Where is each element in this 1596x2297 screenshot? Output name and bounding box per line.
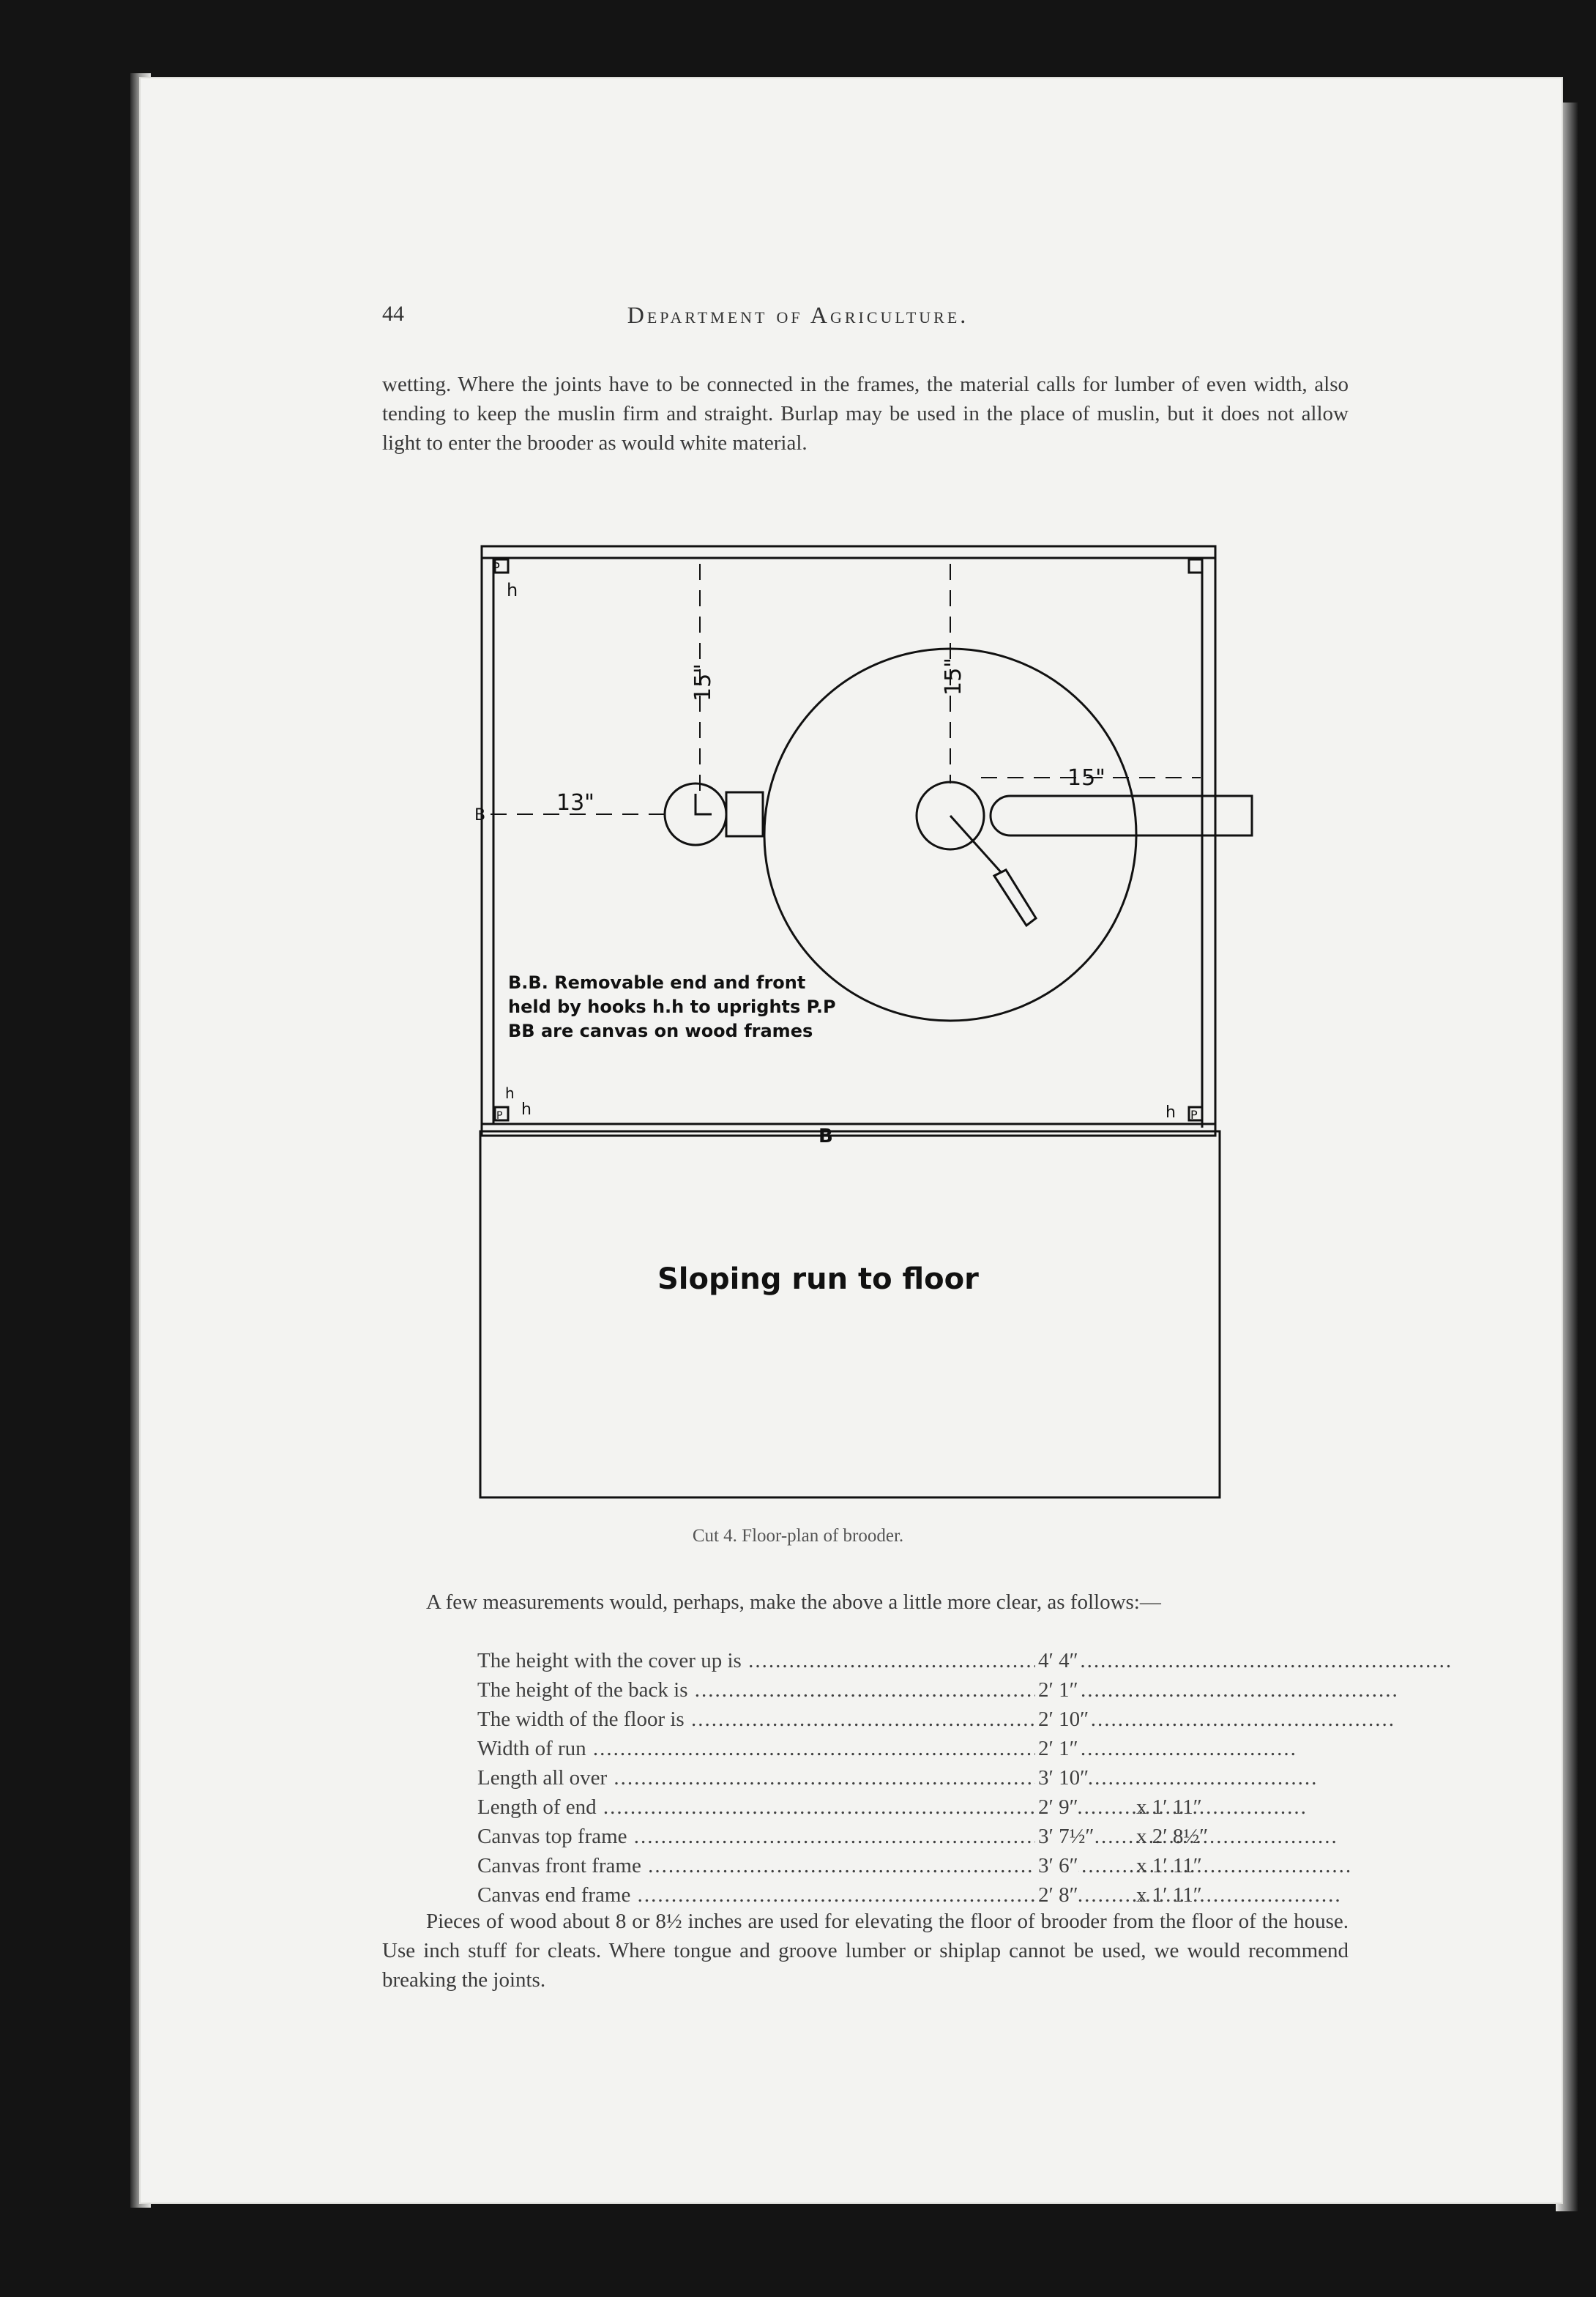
figure-caption: Cut 4. Floor-plan of brooder. xyxy=(692,1526,904,1546)
figure-note-line-1: B.B. Removable end and front xyxy=(508,972,806,993)
measurement-label: Canvas top frame ..... xyxy=(477,1822,1034,1851)
measurement-label: Canvas front frame ..... xyxy=(477,1851,1034,1880)
label-b-left: B xyxy=(474,806,486,824)
measurement-value: 2′ 1″ xyxy=(1035,1675,1078,1705)
measurement-value: 3′ 7½″ xyxy=(1035,1822,1094,1851)
measurement-label: The height of the back is ..... xyxy=(477,1675,1034,1705)
label-p-top-left: P xyxy=(492,560,500,576)
measurement-row xyxy=(477,1734,1283,1763)
measurement-label: Canvas end frame ..... xyxy=(477,1880,1034,1910)
label-dim-15-left: 15" xyxy=(690,663,716,701)
label-p-bottom-right: P xyxy=(1190,1108,1198,1122)
measurement-row xyxy=(477,1792,1283,1822)
measurements-intro: A few measurements would, perhaps, make the above a little more clear, as follows:— xyxy=(426,1590,1161,1614)
measurements-list xyxy=(477,1646,1283,1910)
measurement-extra: x 1′ 11″ xyxy=(1136,1883,1202,1907)
measurement-row xyxy=(477,1675,1283,1705)
measurement-value: 3′ 10″ xyxy=(1035,1763,1089,1792)
closing-paragraph: Pieces of wood about 8 or 8½ inches are used for elevating the floor of brooder from the floor of the house. Use inch stuff for cleats. Where tongue and groove lumber or shiplap cannot be used, we would recommend breaking the joints. xyxy=(382,1910,1349,1992)
measurement-value: 2′ 10″ xyxy=(1035,1705,1089,1734)
measurement-row xyxy=(477,1851,1283,1880)
label-h-top-left: h xyxy=(507,580,518,600)
label-h-bottom-left-2: h xyxy=(521,1101,532,1119)
floor-plan-drawing xyxy=(476,542,1267,1501)
figure-note-line-3: BB are canvas on wood frames xyxy=(508,1021,813,1041)
measurement-value: 4′ 4″ xyxy=(1035,1646,1078,1675)
measurement-value: 2′ 1″ xyxy=(1035,1734,1078,1763)
page-number: 44 xyxy=(382,302,404,326)
measurement-extra: x 1′ 11″ xyxy=(1136,1795,1202,1819)
measurement-label: Length of end ..... xyxy=(477,1792,1034,1822)
label-h-bottom-left-1: h xyxy=(505,1084,515,1102)
measurement-row xyxy=(477,1880,1283,1910)
measurement-row xyxy=(477,1822,1283,1851)
chimney-pipe xyxy=(991,796,1252,835)
measurement-value: 2′ 9″ xyxy=(1035,1792,1078,1822)
label-h-bottom-right: h xyxy=(1166,1103,1176,1122)
floor-plan-figure xyxy=(476,542,1267,1501)
measurement-label: Length all over ..... xyxy=(477,1763,1034,1792)
label-dim-13: 13" xyxy=(556,790,594,816)
running-head: Department of Agriculture. xyxy=(627,302,969,328)
measurement-extra: x 1′ 11″ xyxy=(1136,1854,1202,1877)
measurement-row xyxy=(477,1763,1283,1792)
brooder-outline xyxy=(482,546,1215,1136)
page-header xyxy=(0,302,1596,338)
measurement-value: 2′ 8″ xyxy=(1035,1880,1078,1910)
sloping-run-outline xyxy=(480,1131,1220,1497)
intro-paragraph: wetting. Where the joints have to be connected in the frames, the material calls for lumber of even width, also tending to keep the muslin firm and straight. Burlap may be used in the place of muslin, but it does not allow light to enter the brooder as would white material. xyxy=(382,373,1349,455)
heater-connector xyxy=(726,792,763,836)
measurement-label: Width of run ..... xyxy=(477,1734,1034,1763)
label-dim-15-center: 15" xyxy=(941,658,966,696)
lamp-arm xyxy=(994,870,1036,926)
label-dim-15-right: 15" xyxy=(1067,765,1105,791)
run-label: Sloping run to floor xyxy=(657,1262,979,1296)
measurement-row xyxy=(477,1705,1283,1734)
figure-note-line-2: held by hooks h.h to uprights P.P xyxy=(508,997,836,1017)
measurement-row xyxy=(477,1646,1283,1675)
measurement-label: The width of the floor is ..... xyxy=(477,1705,1034,1734)
post-top-right xyxy=(1189,559,1202,573)
measurement-extra: x 2′ 8½″ xyxy=(1136,1825,1209,1848)
label-b-bottom: B xyxy=(818,1125,833,1147)
measurement-value: 3′ 6″ xyxy=(1035,1851,1078,1880)
label-p-bottom-left: P xyxy=(496,1110,503,1122)
measurement-label: The height with the cover up is ..... xyxy=(477,1646,1034,1675)
